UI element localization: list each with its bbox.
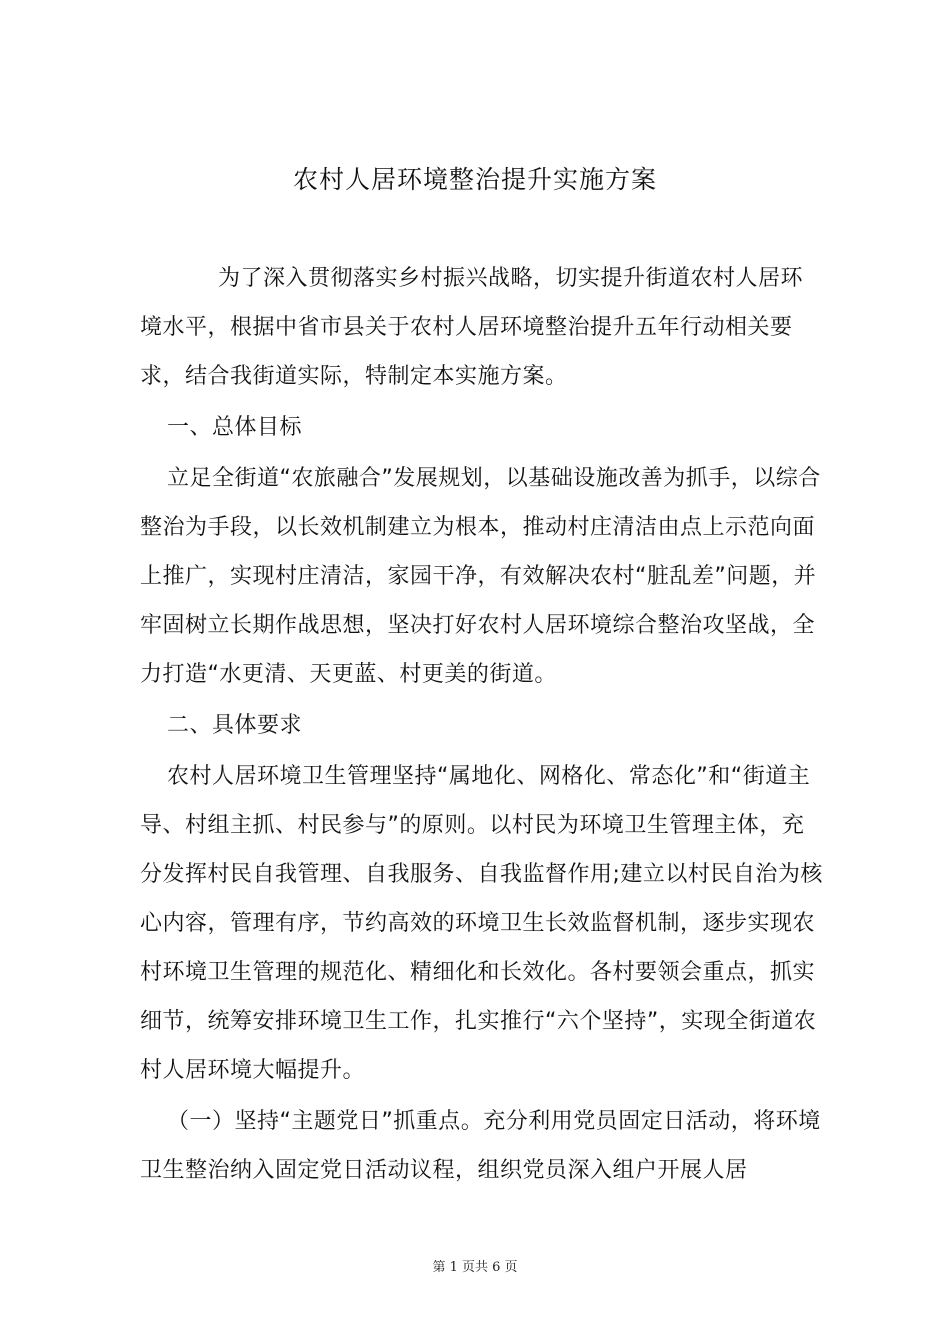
section-heading-overall-goal: 一、总体目标 <box>167 415 303 440</box>
requirements-paragraph: 农村人居环境卫生管理坚持“属地化、网格化、常态化”和“街道主导、村组主抓、村民参与”的原则。以村民为环境卫生管理主体，充分发挥村民自我管理、自我服务、自我监督作用;建立以村民自治为核心内容，管理有序，节约高效的环境卫生长效监督机制，逐步实现农村环境卫生管理的规范化、精细化和长效化。各村要领会重点，抓实细节，统筹安排环境卫生工作，扎实推行“六个坚持”，实现全街道农村人居环境大幅提升。 <box>140 764 823 1083</box>
document-body <box>140 254 825 1195</box>
section-heading-requirements: 二、具体要求 <box>167 713 303 738</box>
intro-paragraph: 为了深入贯彻落实乡村振兴战略，切实提升街道农村人居环境水平，根据中省市县关于农村人居环境整治提升五年行动相关要求，结合我街道实际，特制定本实施方案。 <box>140 266 804 389</box>
page-footer: 第 1 页共 6 页 <box>432 1260 518 1275</box>
overall-goal-paragraph: 立足全街道“农旅融合”发展规划，以基础设施改善为抓手，以综合整治为手段，以长效机制建立为根本，推动村庄清洁由点上示范向面上推广，实现村庄清洁，家园干净，有效解决农村“脏乱差”问题，并牢固树立长期作战思想，坚决打好农村人居环境综合整治攻坚战，全力打造“水更清、天更蓝、村更美的街道。 <box>140 466 821 687</box>
item-one-paragraph: （一）坚持“主题党日”抓重点。充分利用党员固定日活动，将环境卫生整治纳入固定党日活动议程，组织党员深入组户开展人居 <box>140 1109 821 1183</box>
document-title: 农村人居环境整治提升实施方案 <box>292 165 657 194</box>
